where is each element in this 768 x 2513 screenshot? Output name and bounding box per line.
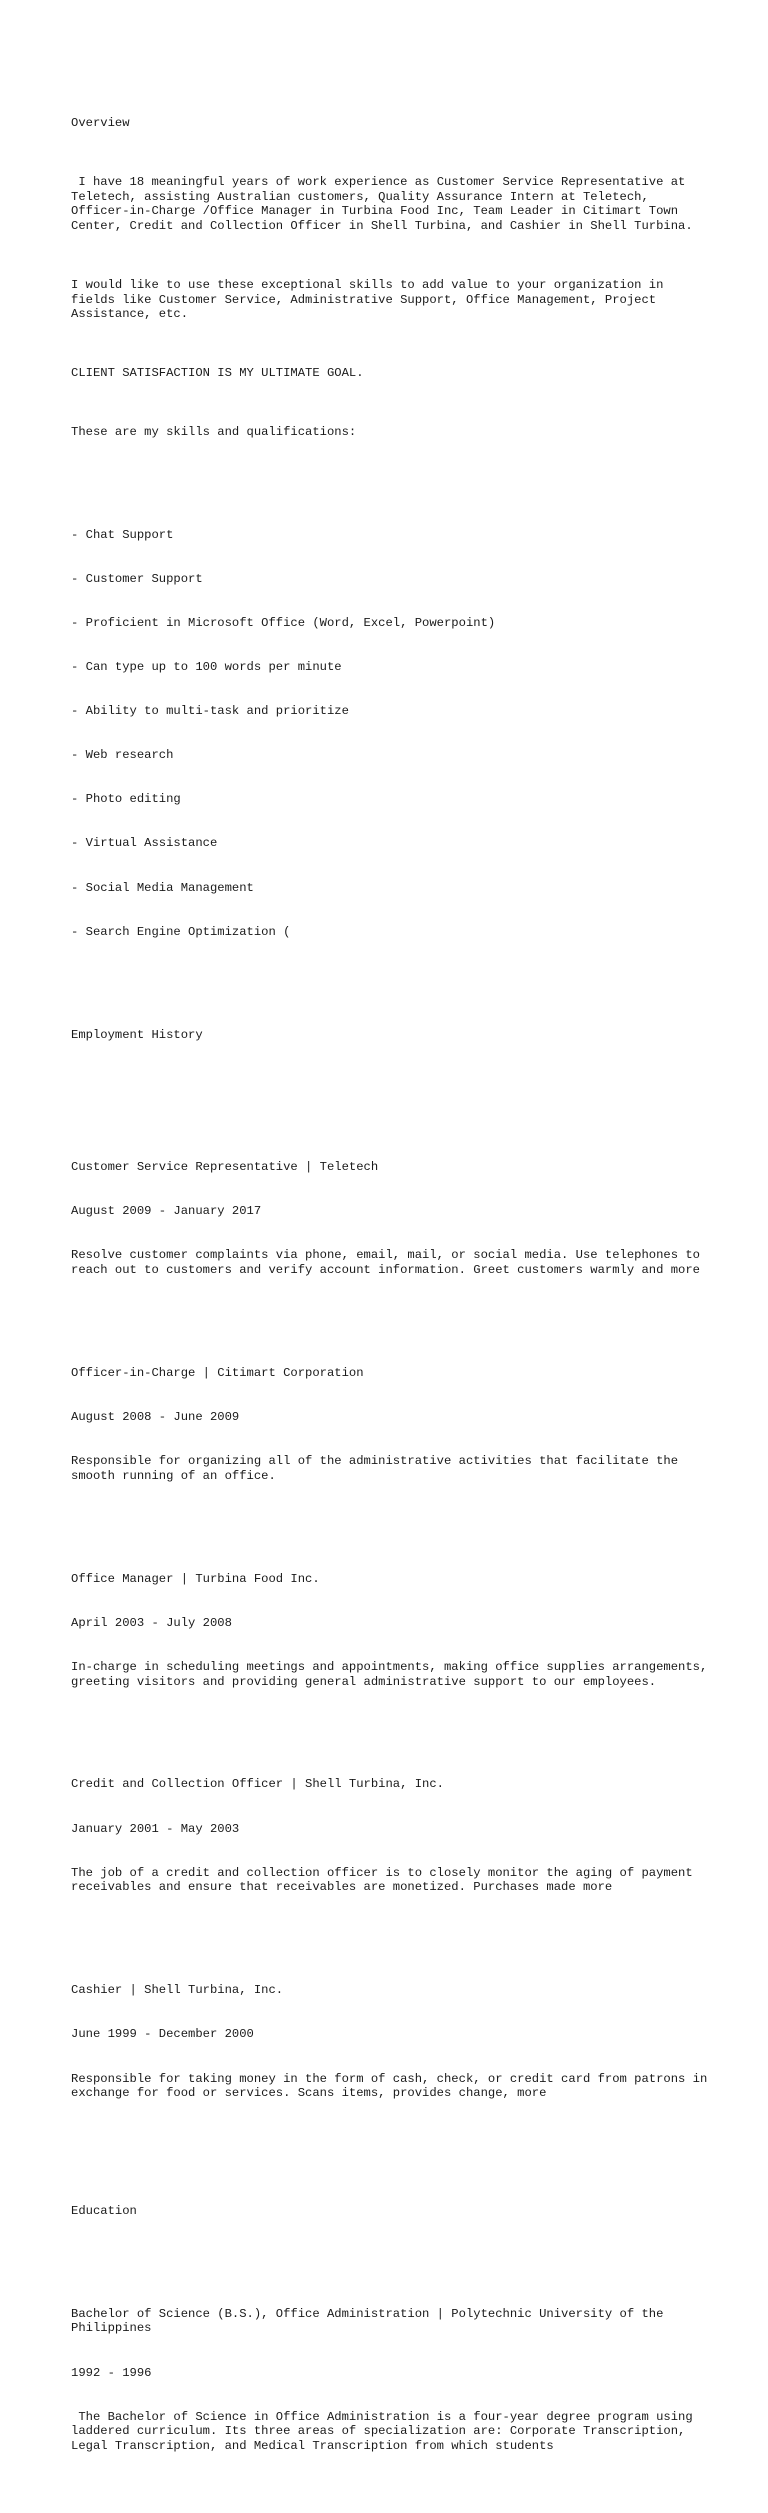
job-title: Cashier | Shell Turbina, Inc. bbox=[71, 1983, 284, 1998]
job-title: Officer-in-Charge | Citimart Corporation bbox=[71, 1365, 364, 1380]
job-title: Office Manager | Turbina Food Inc. bbox=[71, 1571, 320, 1586]
job-entry bbox=[71, 1336, 711, 1512]
job-dates: April 2003 - July 2008 bbox=[71, 1615, 232, 1630]
job-description: Responsible for taking money in the form of cash, check, or credit card from patrons in exchange for food or services. Scans items, provides change, more bbox=[71, 2071, 715, 2101]
job-entry bbox=[71, 1131, 711, 1307]
overview-heading: Overview bbox=[71, 116, 130, 131]
job-entry bbox=[71, 1542, 715, 1718]
skill-item: - Ability to multi-task and prioritize bbox=[71, 704, 349, 719]
job-dates: June 1999 - December 2000 bbox=[71, 2027, 254, 2042]
resume-document bbox=[71, 72, 715, 2513]
job-dates: January 2001 - May 2003 bbox=[71, 1821, 240, 1836]
overview-skills-intro: These are my skills and qualifications: bbox=[71, 424, 357, 439]
employment-heading: Employment History bbox=[71, 1027, 203, 1042]
employment-history bbox=[71, 1101, 715, 2160]
overview-paragraph-skills-value: I would like to use these exceptional skills to add value to your organization in fields like Customer Service, Administrative Support, Office Management, Project Assistance, etc. bbox=[71, 277, 671, 322]
job-title: Credit and Collection Officer | Shell Turbina, Inc. bbox=[71, 1777, 444, 1792]
skills-list bbox=[71, 498, 711, 969]
skill-item: - Social Media Management bbox=[71, 880, 254, 895]
skill-item: - Customer Support bbox=[71, 571, 203, 586]
job-dates: August 2008 - June 2009 bbox=[71, 1409, 240, 1424]
job-title: Customer Service Representative | Teletech bbox=[71, 1159, 379, 1174]
job-description: In-charge in scheduling meetings and appointments, making office supplies arrangements, greeting visitors and providing general administrative support to our employees. bbox=[71, 1659, 715, 1689]
job-dates: August 2009 - January 2017 bbox=[71, 1204, 262, 1219]
education-degree: Bachelor of Science (B.S.), Office Administration | Polytechnic University of the Philippines bbox=[71, 2306, 671, 2336]
job-entry bbox=[71, 1748, 711, 1924]
education-heading: Education bbox=[71, 2203, 137, 2218]
skill-item: - Can type up to 100 words per minute bbox=[71, 660, 342, 675]
job-description: Resolve customer complaints via phone, email, mail, or social media. Use telephones to reach out to customers and verify account information. Greet customers warmly and more bbox=[71, 1248, 708, 1277]
skill-item: - Chat Support bbox=[71, 527, 174, 542]
skill-item: - Web research bbox=[71, 748, 174, 763]
education-dates: 1992 - 1996 bbox=[71, 2365, 152, 2380]
skill-item: - Virtual Assistance bbox=[71, 836, 218, 851]
job-description: The job of a credit and collection officer is to closely monitor the aging of payment receivables and ensure that receivables are monetized. Purchases made more bbox=[71, 1865, 700, 1895]
education-description: The Bachelor of Science in Office Administration is a four-year degree program using laddered curriculum. Its three areas of specialization are: Corporate Transcription, Legal Transcription, and Medical Transcription from which students bbox=[71, 2409, 701, 2454]
skill-item: - Photo editing bbox=[71, 792, 181, 807]
overview-paragraph-experience: I have 18 meaningful years of work experience as Customer Service Representative at Teletech, assisting Australian customers, Quality Assurance Intern at Teletech, Officer-in-Charge /Office Manager in Turbina Food Inc, Team Leader in Citimart Town Center, Credit and Collection Officer in Shell Turbina, and Cashier in Shell Turbina. bbox=[71, 174, 693, 234]
job-description: Responsible for organizing all of the administrative activities that facilitate the smooth running of an office. bbox=[71, 1453, 686, 1483]
education-entry bbox=[71, 2277, 711, 2483]
job-entry bbox=[71, 1954, 715, 2130]
skill-item: - Proficient in Microsoft Office (Word, Excel, Powerpoint) bbox=[71, 615, 496, 630]
overview-client-satisfaction: CLIENT SATISFACTION IS MY ULTIMATE GOAL. bbox=[71, 366, 364, 381]
skill-item: - Search Engine Optimization ( bbox=[71, 924, 291, 939]
